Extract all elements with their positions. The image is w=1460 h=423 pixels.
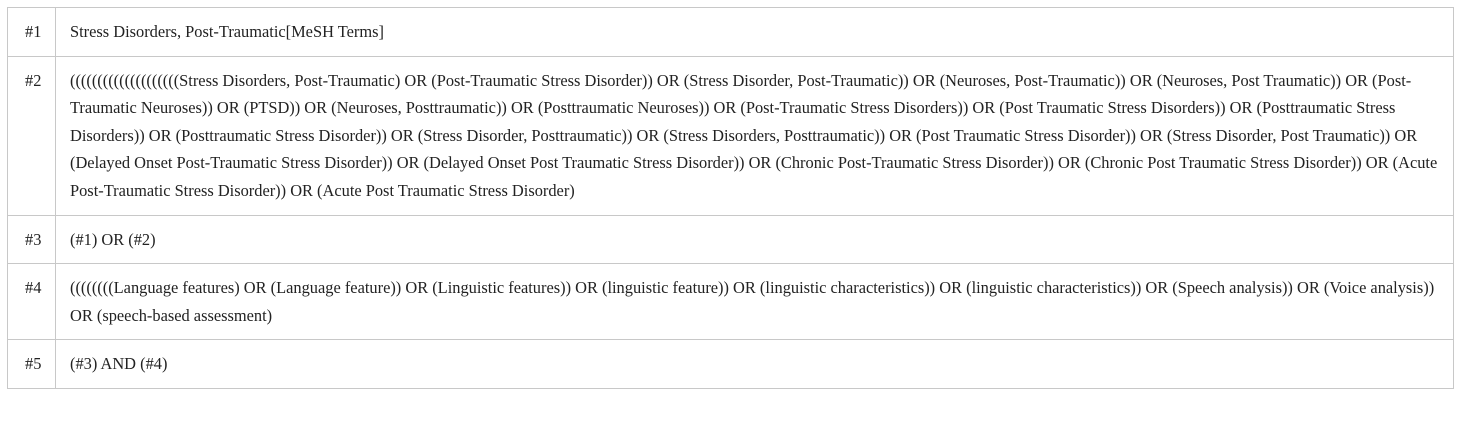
table-row <box>8 264 1454 340</box>
table-row <box>8 215 1454 264</box>
search-query: Stress Disorders, Post-Traumatic[MeSH Terms] <box>56 8 1454 57</box>
search-query: ((((((((((((((((((((Stress Disorders, Post-Traumatic) OR (Post-Traumatic Stress Disorder)) OR (Stress Disorder, Post-Traumatic)) OR (Neuroses, Post-Traumatic)) OR (Neuroses, Post Traumatic)) OR (Post-Traumatic Neuroses)) OR (PTSD)) OR (Neuroses, Posttraumatic)) OR (Posttraumatic Neuroses)) OR (Post-Traumatic Stress Disorders)) OR (Post Traumatic Stress Disorders)) OR (Posttraumatic Stress Disorders)) OR (Posttraumatic Stress Disorder)) OR (Stress Disorder, Posttraumatic)) OR (Stress Disorders, Posttraumatic)) OR (Post Traumatic Stress Disorder)) OR (Stress Disorder, Post Traumatic)) OR (Delayed Onset Post-Traumatic Stress Disorder)) OR (Delayed Onset Post Traumatic Stress Disorder)) OR (Chronic Post-Traumatic Stress Disorder)) OR (Chronic Post Traumatic Stress Disorder)) OR (Acute Post-Traumatic Stress Disorder)) OR (Acute Post Traumatic Stress Disorder) <box>56 56 1454 215</box>
search-strategy-table <box>7 7 1454 389</box>
table-row <box>8 340 1454 389</box>
table-row <box>8 56 1454 215</box>
table-row <box>8 8 1454 57</box>
row-number: #3 <box>8 215 56 264</box>
search-query: (#3) AND (#4) <box>56 340 1454 389</box>
search-query: (#1) OR (#2) <box>56 215 1454 264</box>
row-number: #2 <box>8 56 56 215</box>
search-query: ((((((((Language features) OR (Language feature)) OR (Linguistic features)) OR (linguistic feature)) OR (linguistic characteristics)) OR (linguistic characteristics)) OR (Speech analysis)) OR (Voice analysis)) OR (speech-based assessment) <box>56 264 1454 340</box>
row-number: #5 <box>8 340 56 389</box>
search-strategy-table-wrapper <box>7 7 1453 389</box>
row-number: #1 <box>8 8 56 57</box>
row-number: #4 <box>8 264 56 340</box>
